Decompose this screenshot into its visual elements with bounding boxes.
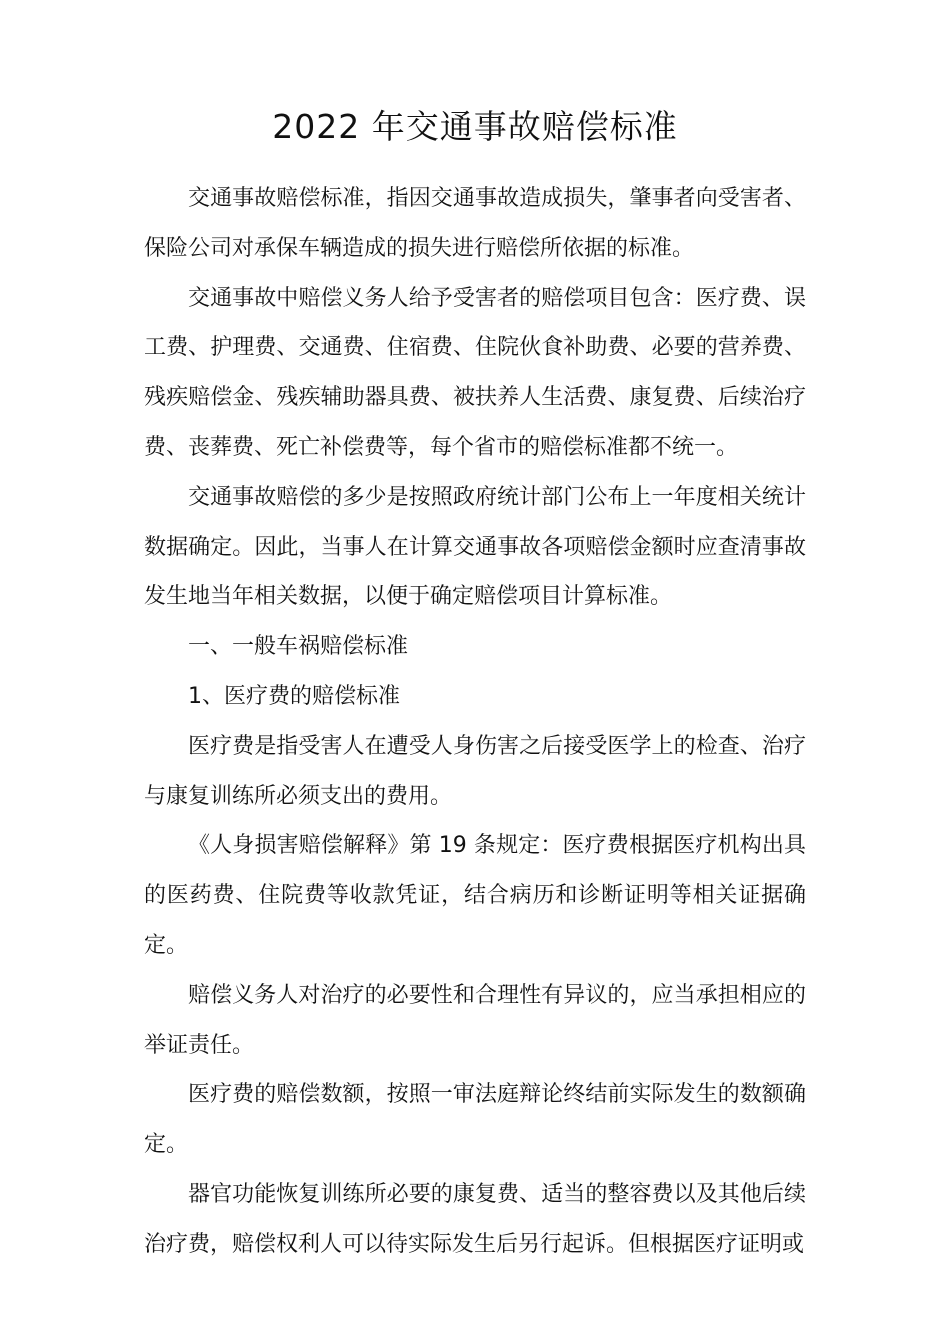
paragraph-compensation-items: 交通事故中赔偿义务人给予受害者的赔偿项目包含：医疗费、误工费、护理费、交通费、住宿费、住院伙食补助费、必要的营养费、残疾赔偿金、残疾辅助器具费、被扶养人生活费、康复费、后续治疗费、丧葬费、死亡补偿费等，每个省市的赔偿标准都不统一。 (144, 285, 806, 460)
document-title: 2022 年交通事故赔偿标准 (272, 107, 678, 146)
paragraph-article-19: 《人身损害赔偿解释》第 19 条规定：医疗费根据医疗机构出具的医药费、住院费等收款凭证，结合病历和诊断证明等相关证据确定。 (144, 833, 806, 958)
paragraph-medical-amount: 医疗费的赔偿数额，按照一审法庭辩论终结前实际发生的数额确定。 (144, 1082, 806, 1158)
paragraph-rehabilitation: 器官功能恢复训练所必要的康复费、适当的整容费以及其他后续治疗费，赔偿权利人可以待实际发生后另行起诉。但根据医疗证明或 (144, 1181, 806, 1257)
paragraph-medical-definition: 医疗费是指受害人在遭受人身伤害之后接受医学上的检查、治疗与康复训练所必须支出的费用。 (144, 733, 806, 809)
paragraph-definition: 交通事故赔偿标准，指因交通事故造成损失，肇事者向受害者、保险公司对承保车辆造成的损失进行赔偿所依据的标准。 (144, 186, 806, 261)
subsection-heading-medical: 1、医疗费的赔偿标准 (188, 683, 400, 709)
paragraph-statistics-basis: 交通事故赔偿的多少是按照政府统计部门公布上一年度相关统计数据确定。因此，当事人在计算交通事故各项赔偿金额时应查清事故发生地当年相关数据，以便于确定赔偿项目计算标准。 (144, 484, 806, 610)
section-heading-general: 一、一般车祸赔偿标准 (188, 634, 409, 660)
paragraph-burden-of-proof: 赔偿义务人对治疗的必要性和合理性有异议的，应当承担相应的举证责任。 (144, 982, 806, 1058)
